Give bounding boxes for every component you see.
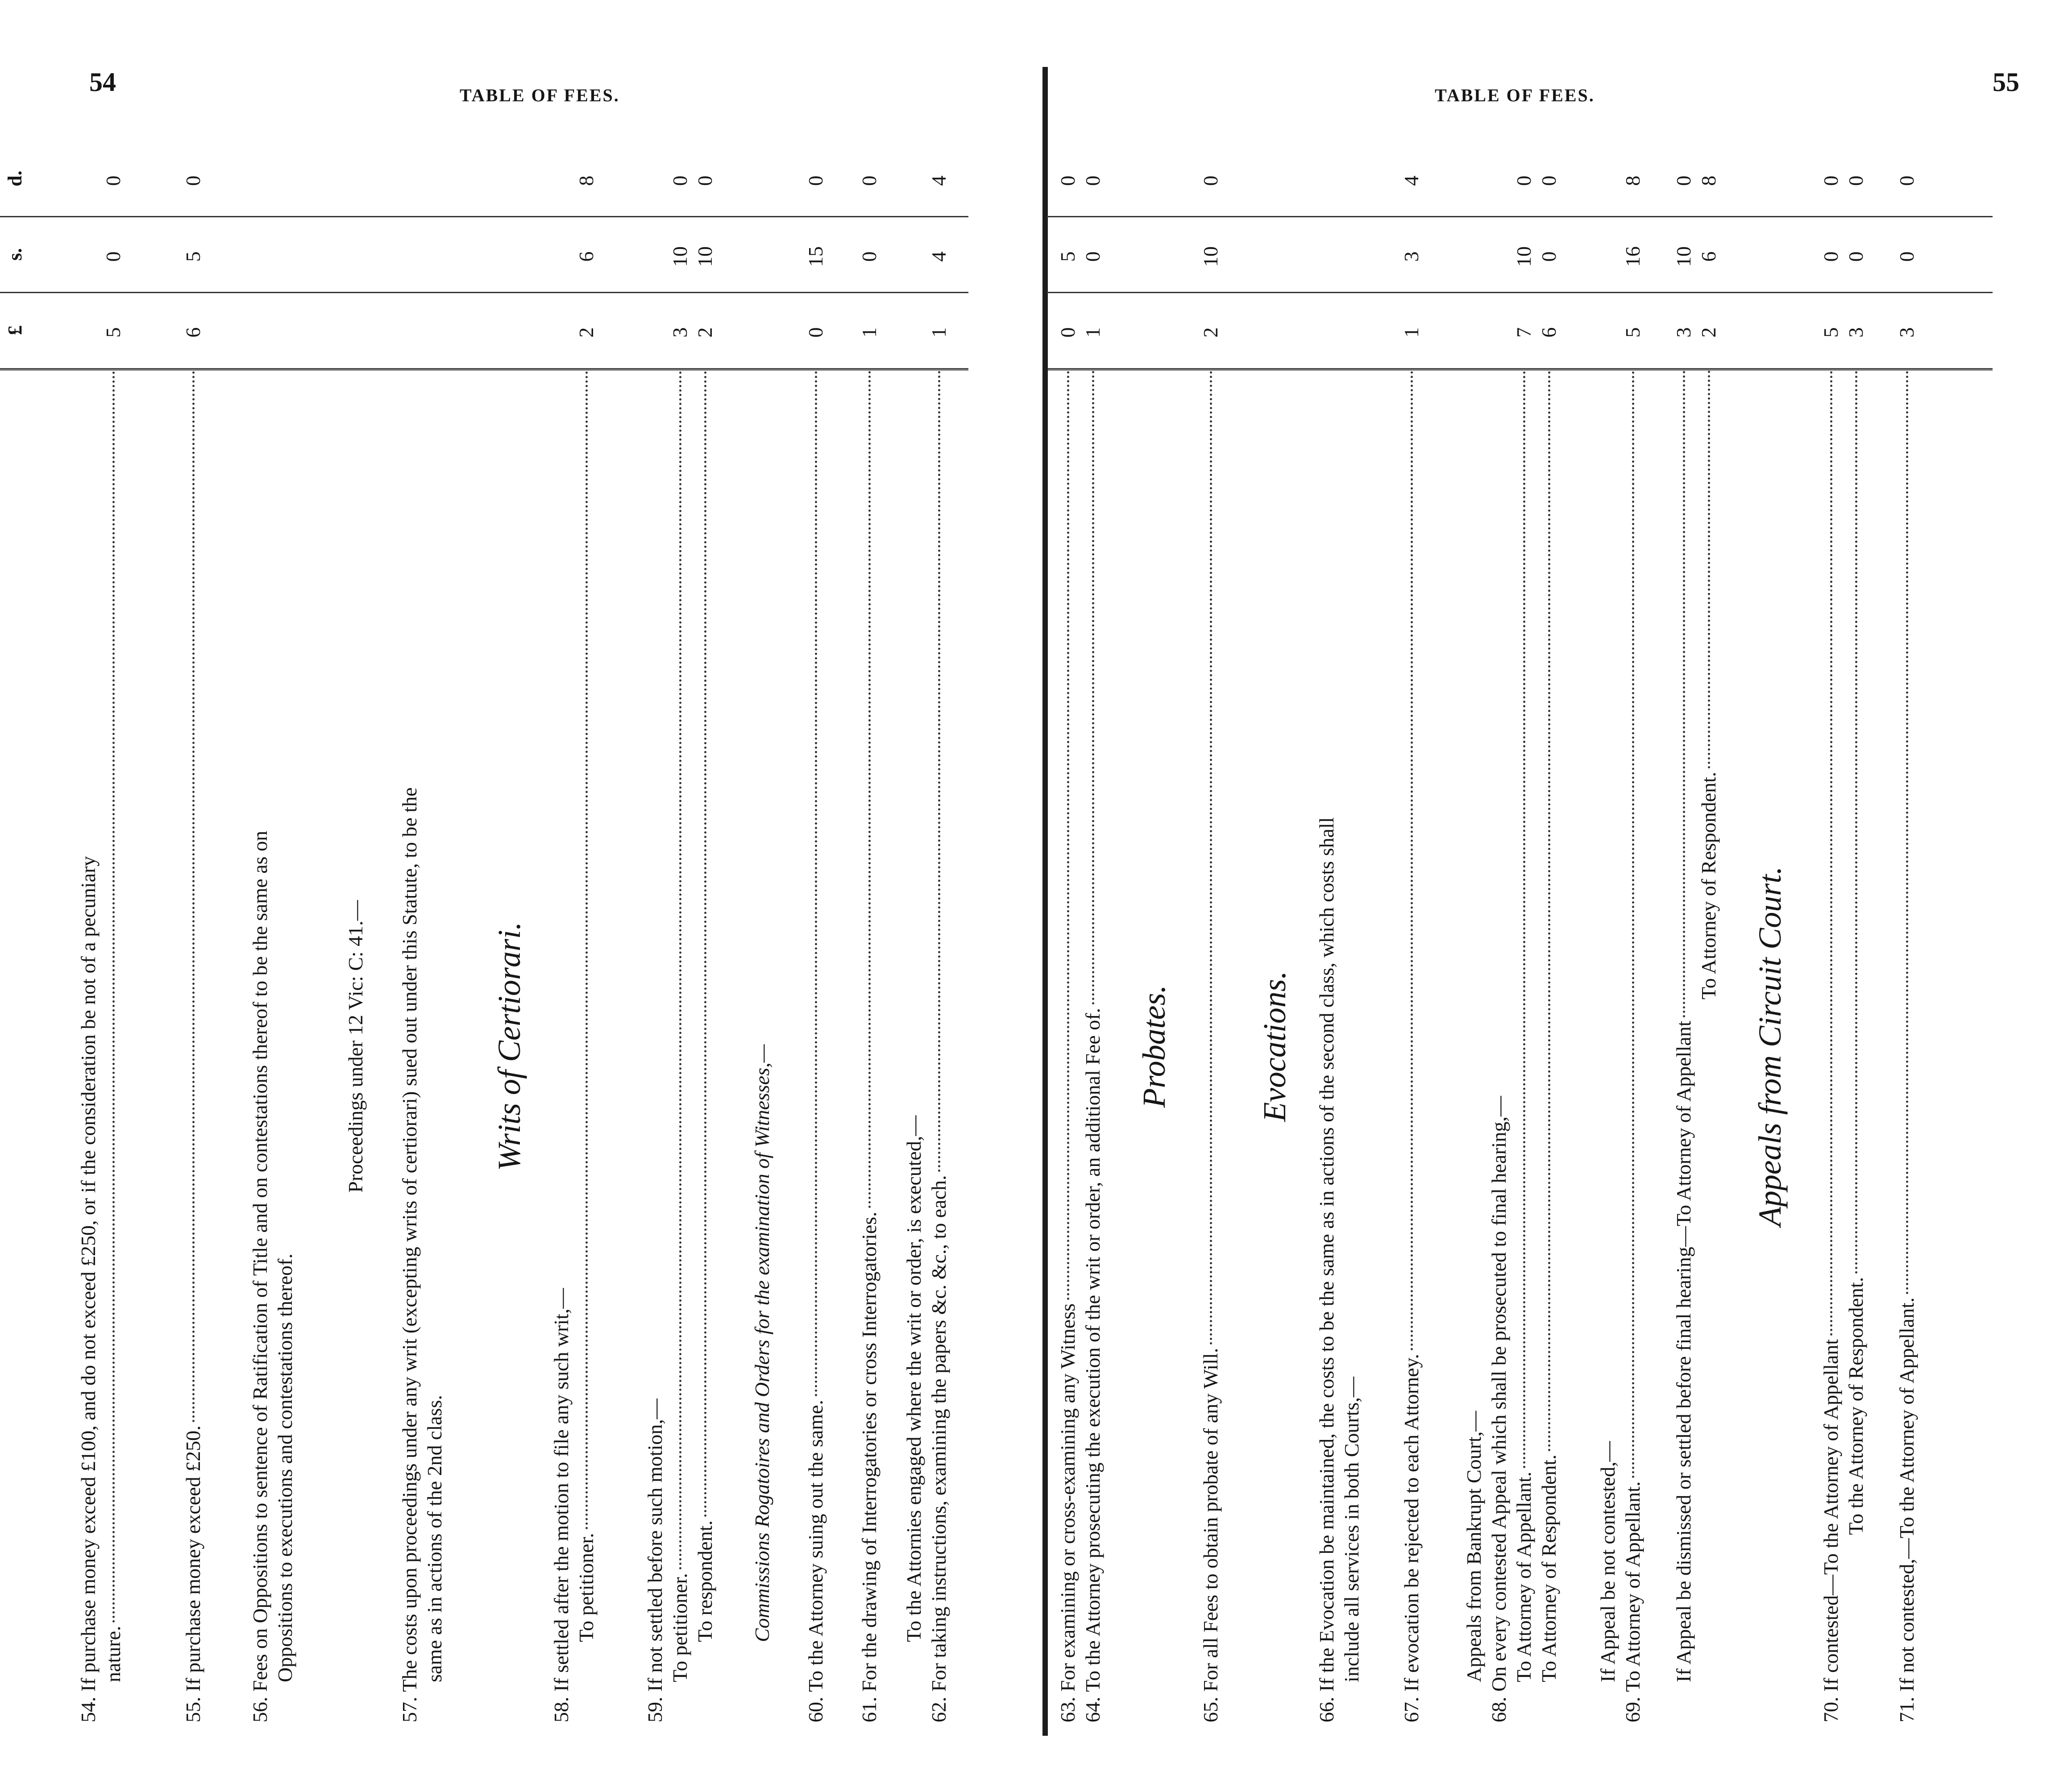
- running-header-right: TABLE OF FEES.: [1435, 85, 1595, 105]
- fee-amount: 2 10 0: [693, 175, 716, 338]
- entry-71: 71. If not contested,—To the Attorney of Appellant. 3 0 0: [1894, 370, 1919, 1722]
- fee-amount: 1 0 0: [858, 175, 880, 338]
- entry-57: 57. The costs upon proceedings under any writ (excepting writs of certiorari) sued out under this Statute, to be the same as in actions of the 2nd class.: [398, 787, 446, 1722]
- fee-amount: 2 10 0: [1199, 175, 1222, 338]
- entry-58: 58. If settled after the motion to file any such writ,— To petitioner. 2 6 8: [549, 370, 599, 1722]
- money-column-header: s.: [4, 248, 26, 261]
- section-heading-circuit-court: Appeals from Circuit Court.: [1752, 866, 1788, 1227]
- entry-67: 67. If evocation be rejected to each Attorney. 1 3 4: [1399, 370, 1424, 1722]
- section-heading-probates: Probates.: [1136, 985, 1172, 1108]
- entry-text: 54. If purchase money exceed £100, and do not exceed £250, or if the consideration be not of a pecuniary: [77, 856, 100, 1722]
- fee-amount: 5 16 8: [1621, 175, 1644, 338]
- entry-60: 60. To the Attorney suing out the same. 0 15 0: [803, 370, 828, 1722]
- fee-amount: 6 0 0: [1537, 175, 1560, 338]
- entry-65: 65. For all Fees to obtain probate of any Will. 2 10 0: [1198, 370, 1223, 1722]
- fee-amount: 0 15 0: [804, 175, 827, 338]
- fee-amount: 1 4 4: [927, 175, 950, 338]
- section-heading-evocations: Evocations.: [1257, 971, 1292, 1122]
- fee-amount: 5 0 0: [1819, 175, 1842, 338]
- fee-amount: 1 0 0: [1081, 175, 1104, 338]
- entry-70: 70. If contested—To the Attorney of Appellant 5 0 0 To the Attorney of Respondent. 3 0 0: [1819, 370, 1869, 1722]
- page-number-left: 54: [89, 67, 116, 97]
- fee-amount: 3 0 0: [1895, 175, 1918, 338]
- left-rotated-content: [0, 143, 968, 1722]
- fee-amount: 7 10 0: [1512, 175, 1535, 338]
- entry-55: 55. If purchase money exceed £250. 6 5 0: [181, 370, 206, 1722]
- entry-59: 59. If not settled before such motion,— To petitioner. 3 10 0 To respondent. 2 10 0: [643, 370, 718, 1722]
- running-header-left: TABLE OF FEES.: [460, 85, 620, 105]
- entry-56: 56. Fees on Oppositions to sentence of Ratification of Title and on contestations thereof to be the same as on Oppositions to executions and contestations thereof.: [249, 830, 296, 1722]
- right-rotated-content: [1046, 143, 1993, 1722]
- fee-amount: 2 6 8: [1697, 175, 1720, 338]
- page-number-right: 55: [1993, 67, 2019, 97]
- fee-amount: 6 5 0: [182, 175, 204, 338]
- entry-62: To the Attornies engaged where the writ or order, is executed,— 62. For taking instructions, examining the papers &c. &c., to each. 1 4 4: [901, 370, 951, 1722]
- fee-amount: 3 0 0: [1844, 175, 1867, 338]
- fee-amount: 1 3 4: [1400, 175, 1423, 338]
- section-heading-certiorari: Writs of Certiorari.: [491, 921, 527, 1171]
- entry-64: 64. To the Attorney prosecuting the execution of the writ or order, an additional Fee of. 1 0 0: [1080, 370, 1105, 1722]
- entry-63: 63. For examining or cross-examining any Witness 0 5 0: [1055, 370, 1080, 1722]
- fee-amount: 5 0 0: [102, 175, 125, 338]
- right-page: [1046, 0, 2068, 1792]
- entry-61: 61. For the drawing of Interrogatories or cross Interrogatories. 1 0 0: [857, 370, 882, 1722]
- entry-appeal-dismissed: If Appeal be dismissed or settled before final hearing—To Attorney of Appellant 3 10 0 To Attorney of Respondent. 2 6 8: [1671, 370, 1721, 1722]
- fee-amount: 0 5 0: [1056, 175, 1079, 338]
- entry-commissions-heading: Commissions Rogatoires and Orders for the examination of Witnesses,—: [751, 1044, 773, 1642]
- entry-66: 66. If the Evocation be maintained, the costs to be the same as in actions of the second class, which costs shall include all services in both Courts,—: [1315, 817, 1363, 1722]
- money-column-header: £: [4, 325, 26, 335]
- entry-68: Appeals from Bankrupt Court,— 68. On every contested Appeal which shall be prosecuted to final hearing,— To Attorney of Appellant. 7 10 0 To Attorney of Respondent. 6 0 0: [1462, 370, 1561, 1722]
- entry-54: 54. If purchase money exceed £100, and do not exceed £250, or if the consideration be not of a pecuniary nature. 5 0 0: [76, 370, 126, 1722]
- fee-amount: 3 10 0: [669, 175, 691, 338]
- money-column-headers: [4, 141, 29, 368]
- entry-69: If Appeal be not contested,— 69. To Attorney of Appellant. 5 16 8: [1595, 370, 1645, 1722]
- section-heading-proceedings: Proceedings under 12 Vic: C: 41.—: [344, 900, 367, 1193]
- money-column-header: d.: [4, 170, 26, 187]
- fee-amount: 2 6 8: [575, 175, 598, 338]
- fee-amount: 3 10 0: [1672, 175, 1695, 338]
